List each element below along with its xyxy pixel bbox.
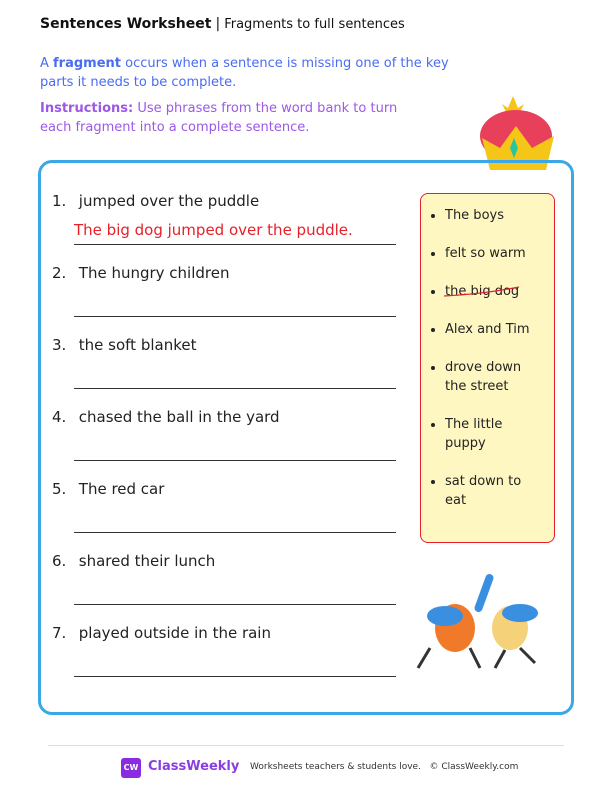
instructions-text: Use phrases from the word bank to turn each fragment into a complete sentence.: [40, 101, 398, 135]
intro-bold: fragment: [53, 56, 122, 71]
footer-tagline: [250, 762, 518, 772]
question-item: [52, 192, 259, 210]
word-bank-phrase: drove down the street: [445, 360, 522, 394]
answer-line[interactable]: [74, 532, 396, 533]
answer-line[interactable]: [74, 604, 396, 605]
word-bank-item: [445, 472, 546, 510]
word-bank: [420, 193, 555, 543]
question-fragment: the soft blanket: [78, 336, 197, 354]
question-fragment: The hungry children: [78, 264, 230, 282]
question-number: 1.: [52, 192, 67, 210]
word-bank-phrase: The boys: [445, 208, 504, 223]
strikethrough-mark: [443, 286, 521, 300]
instructions: [40, 99, 420, 137]
question-fragment: The red car: [78, 480, 165, 498]
question-item: [52, 552, 215, 570]
question-fragment: chased the ball in the yard: [78, 408, 280, 426]
word-bank-item: [445, 282, 546, 301]
question-item: [52, 408, 280, 426]
question-number: 4.: [52, 408, 67, 426]
word-bank-phrase: sat down to eat: [445, 474, 522, 508]
question-item: [52, 624, 271, 642]
answer-text[interactable]: The big dog jumped over the puddle.: [74, 221, 353, 239]
instructions-label: Instructions:: [40, 101, 134, 116]
answer-line[interactable]: [74, 388, 396, 389]
word-bank-item: [445, 206, 546, 225]
tagline: Worksheets teachers & students love.: [250, 762, 421, 772]
brand-name: ClassWeekly: [148, 759, 240, 774]
worksheet-subtitle: Fragments to full sentences: [224, 17, 405, 32]
intro-prefix: A: [40, 56, 54, 71]
question-item: [52, 480, 164, 498]
word-bank-item: [445, 415, 546, 453]
question-fragment: played outside in the rain: [78, 624, 271, 642]
word-bank-phrase: Alex and Tim: [445, 322, 530, 337]
word-bank-phrase: The little puppy: [445, 417, 503, 451]
question-fragment: shared their lunch: [78, 552, 216, 570]
answer-line[interactable]: [74, 676, 396, 677]
worksheet-title: Sentences Worksheet: [40, 16, 212, 32]
question-number: 2.: [52, 264, 67, 282]
question-number: 5.: [52, 480, 67, 498]
word-bank-phrase: felt so warm: [445, 246, 526, 261]
footer-divider: [48, 745, 564, 746]
question-number: 6.: [52, 552, 67, 570]
question-item: [52, 336, 196, 354]
word-bank-item: [445, 358, 546, 396]
intro-text: [40, 54, 480, 92]
answer-line[interactable]: [74, 244, 396, 245]
copyright: © ClassWeekly.com: [429, 762, 519, 772]
question-number: 7.: [52, 624, 67, 642]
word-bank-item: [445, 244, 546, 263]
classweekly-logo: CW: [121, 758, 141, 778]
intro-rest: occurs when a sentence is missing one of the key parts it needs to be complete.: [40, 56, 449, 90]
word-bank-item: [445, 320, 546, 339]
word-bank-phrase: the big dog: [445, 284, 520, 299]
answer-line[interactable]: [74, 460, 396, 461]
separator: |: [215, 16, 221, 32]
answer-line[interactable]: [74, 316, 396, 317]
question-number: 3.: [52, 336, 67, 354]
cartoon-characters-illustration: [410, 568, 550, 678]
question-fragment: jumped over the puddle: [78, 192, 260, 210]
question-item: [52, 264, 229, 282]
header: [40, 16, 405, 32]
